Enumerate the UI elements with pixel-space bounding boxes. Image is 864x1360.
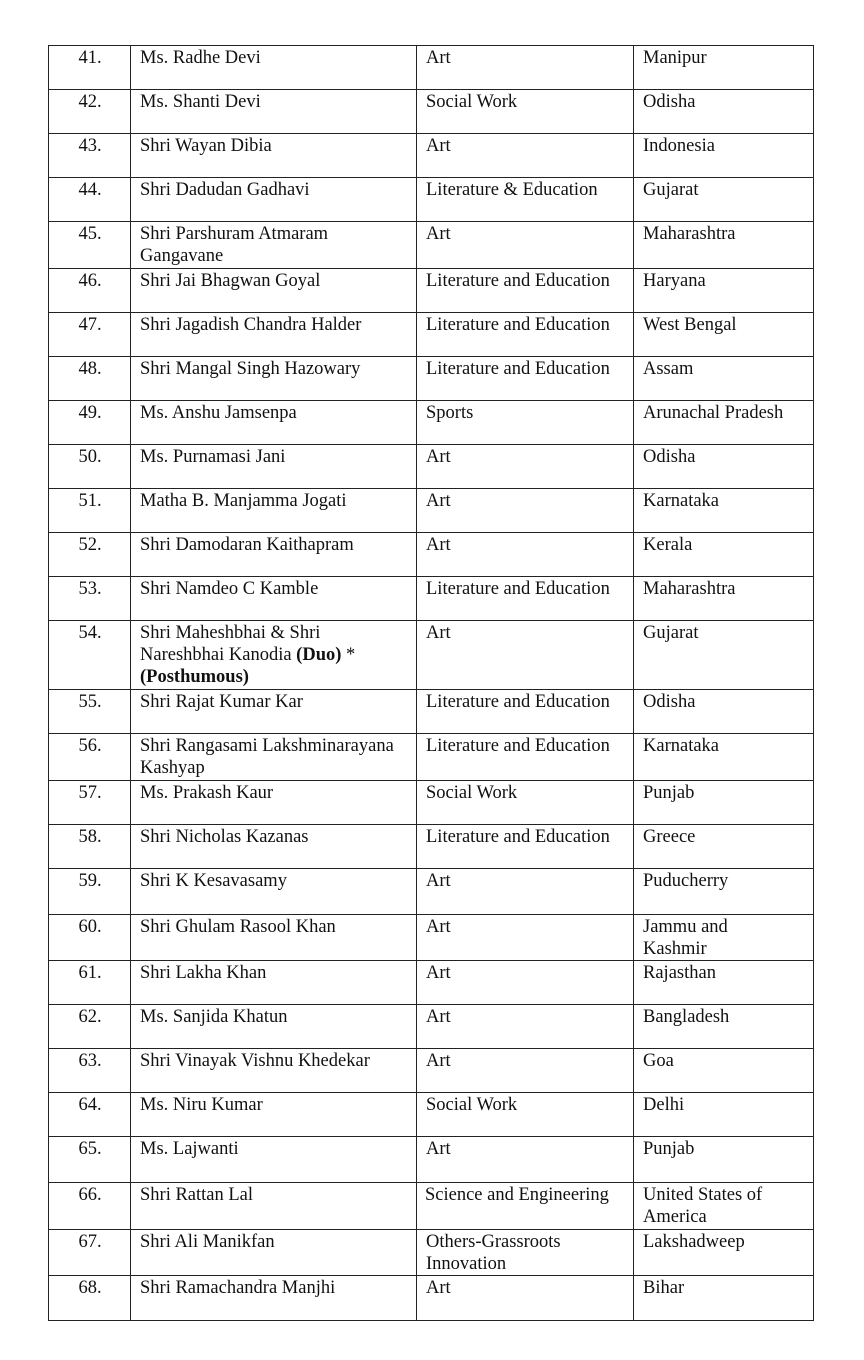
asterisk-mark: * — [341, 645, 356, 665]
field-of-work: Art — [417, 1137, 634, 1183]
serial-number: 49. — [49, 401, 131, 445]
field-of-work: Art — [417, 915, 634, 961]
serial-number: 59. — [49, 869, 131, 915]
awardee-name-text: Shri Maheshbhai & Shri Nareshbhai Kanodia — [140, 623, 321, 665]
state-or-country: Maharashtra — [634, 222, 814, 269]
awardee-name: Ms. Niru Kumar — [131, 1093, 417, 1137]
state-or-country: Jammu and Kashmir — [634, 915, 814, 961]
field-of-work: Literature and Education — [417, 269, 634, 313]
table-row — [49, 915, 814, 961]
field-of-work: Literature and Education — [417, 825, 634, 869]
awardee-name — [131, 621, 417, 690]
serial-number: 56. — [49, 734, 131, 781]
field-of-work: Art — [417, 869, 634, 915]
field-of-work: Art — [417, 621, 634, 690]
state-or-country: United States of America — [634, 1183, 814, 1230]
field-of-work: Art — [417, 961, 634, 1005]
serial-number: 47. — [49, 313, 131, 357]
awardee-name: Shri Rajat Kumar Kar — [131, 690, 417, 734]
field-of-work: Art — [417, 1276, 634, 1321]
field-of-work: Literature & Education — [417, 178, 634, 222]
table-row — [49, 781, 814, 825]
posthumous-label: (Posthumous) — [140, 667, 249, 687]
serial-number: 64. — [49, 1093, 131, 1137]
table-row — [49, 1093, 814, 1137]
serial-number: 48. — [49, 357, 131, 401]
state-or-country: Delhi — [634, 1093, 814, 1137]
serial-number: 41. — [49, 46, 131, 90]
field-of-work: Art — [417, 222, 634, 269]
serial-number: 46. — [49, 269, 131, 313]
awardee-name: Shri Vinayak Vishnu Khedekar — [131, 1049, 417, 1093]
table-row — [49, 621, 814, 690]
serial-number: 43. — [49, 134, 131, 178]
field-of-work: Art — [417, 46, 634, 90]
field-of-work: Social Work — [417, 781, 634, 825]
serial-number: 63. — [49, 1049, 131, 1093]
table-row — [49, 1230, 814, 1276]
table-row — [49, 90, 814, 134]
awardee-name: Shri Ali Manikfan — [131, 1230, 417, 1276]
awardee-name: Shri Rangasami Lakshminarayana Kashyap — [131, 734, 417, 781]
serial-number: 52. — [49, 533, 131, 577]
field-of-work: Art — [417, 1049, 634, 1093]
serial-number: 58. — [49, 825, 131, 869]
serial-number: 61. — [49, 961, 131, 1005]
table-row — [49, 401, 814, 445]
field-of-work: Literature and Education — [417, 734, 634, 781]
state-or-country: Karnataka — [634, 489, 814, 533]
awardee-name: Shri Rattan Lal — [131, 1183, 417, 1230]
awardee-name: Shri Jai Bhagwan Goyal — [131, 269, 417, 313]
table-row — [49, 869, 814, 915]
serial-number: 42. — [49, 90, 131, 134]
state-or-country: Haryana — [634, 269, 814, 313]
serial-number: 68. — [49, 1276, 131, 1321]
table-row — [49, 46, 814, 90]
serial-number: 67. — [49, 1230, 131, 1276]
table-row — [49, 533, 814, 577]
table-row — [49, 577, 814, 621]
serial-number: 50. — [49, 445, 131, 489]
field-of-work: Others-Grassroots Innovation — [417, 1230, 634, 1276]
awardee-name: Shri Lakha Khan — [131, 961, 417, 1005]
state-or-country: Lakshadweep — [634, 1230, 814, 1276]
field-of-work: Art — [417, 134, 634, 178]
awardee-name: Shri Damodaran Kaithapram — [131, 533, 417, 577]
awardee-name: Shri Namdeo C Kamble — [131, 577, 417, 621]
serial-number: 45. — [49, 222, 131, 269]
awardee-name: Shri Wayan Dibia — [131, 134, 417, 178]
state-or-country: West Bengal — [634, 313, 814, 357]
state-or-country: Odisha — [634, 690, 814, 734]
table-row — [49, 961, 814, 1005]
awardee-name: Shri K Kesavasamy — [131, 869, 417, 915]
field-of-work: Art — [417, 1005, 634, 1049]
table-row — [49, 178, 814, 222]
field-of-work: Science and Engineering — [417, 1183, 634, 1230]
table-row — [49, 690, 814, 734]
table-row — [49, 313, 814, 357]
awardee-name: Shri Parshuram Atmaram Gangavane — [131, 222, 417, 269]
serial-number: 62. — [49, 1005, 131, 1049]
field-of-work: Art — [417, 533, 634, 577]
state-or-country: Rajasthan — [634, 961, 814, 1005]
table-row — [49, 489, 814, 533]
table-row — [49, 825, 814, 869]
state-or-country: Assam — [634, 357, 814, 401]
awardee-name: Shri Dadudan Gadhavi — [131, 178, 417, 222]
state-or-country: Karnataka — [634, 734, 814, 781]
awardee-name: Shri Jagadish Chandra Halder — [131, 313, 417, 357]
awardee-name: Shri Mangal Singh Hazowary — [131, 357, 417, 401]
field-of-work: Social Work — [417, 1093, 634, 1137]
awardee-name: Ms. Lajwanti — [131, 1137, 417, 1183]
state-or-country: Greece — [634, 825, 814, 869]
serial-number: 51. — [49, 489, 131, 533]
table-row — [49, 1183, 814, 1230]
serial-number: 60. — [49, 915, 131, 961]
table-row — [49, 1276, 814, 1321]
awardee-name: Ms. Anshu Jamsenpa — [131, 401, 417, 445]
state-or-country: Odisha — [634, 445, 814, 489]
state-or-country: Bangladesh — [634, 1005, 814, 1049]
awardees-table — [48, 45, 814, 1321]
awardee-name: Shri Nicholas Kazanas — [131, 825, 417, 869]
state-or-country: Arunachal Pradesh — [634, 401, 814, 445]
state-or-country: Punjab — [634, 781, 814, 825]
field-of-work: Art — [417, 489, 634, 533]
field-of-work: Literature and Education — [417, 357, 634, 401]
awardee-name: Ms. Sanjida Khatun — [131, 1005, 417, 1049]
state-or-country: Maharashtra — [634, 577, 814, 621]
awardee-name: Ms. Shanti Devi — [131, 90, 417, 134]
serial-number: 53. — [49, 577, 131, 621]
table-row — [49, 1049, 814, 1093]
awardee-name: Shri Ghulam Rasool Khan — [131, 915, 417, 961]
state-or-country: Gujarat — [634, 621, 814, 690]
table-row — [49, 1005, 814, 1049]
duo-label: (Duo) — [296, 645, 342, 665]
table-row — [49, 357, 814, 401]
field-of-work: Sports — [417, 401, 634, 445]
state-or-country: Goa — [634, 1049, 814, 1093]
awardee-name: Ms. Prakash Kaur — [131, 781, 417, 825]
table-row — [49, 134, 814, 178]
awardee-name: Ms. Radhe Devi — [131, 46, 417, 90]
field-of-work: Literature and Education — [417, 577, 634, 621]
state-or-country: Gujarat — [634, 178, 814, 222]
serial-number: 65. — [49, 1137, 131, 1183]
state-or-country: Indonesia — [634, 134, 814, 178]
state-or-country: Punjab — [634, 1137, 814, 1183]
table-row — [49, 734, 814, 781]
awardee-name: Ms. Purnamasi Jani — [131, 445, 417, 489]
state-or-country: Puducherry — [634, 869, 814, 915]
awardee-name: Shri Ramachandra Manjhi — [131, 1276, 417, 1321]
serial-number: 54. — [49, 621, 131, 690]
field-of-work: Literature and Education — [417, 313, 634, 357]
table-row — [49, 222, 814, 269]
awardee-name: Matha B. Manjamma Jogati — [131, 489, 417, 533]
serial-number: 57. — [49, 781, 131, 825]
field-of-work: Art — [417, 445, 634, 489]
state-or-country: Odisha — [634, 90, 814, 134]
table-row — [49, 269, 814, 313]
field-of-work: Literature and Education — [417, 690, 634, 734]
table-row — [49, 1137, 814, 1183]
field-of-work: Social Work — [417, 90, 634, 134]
state-or-country: Manipur — [634, 46, 814, 90]
serial-number: 55. — [49, 690, 131, 734]
serial-number: 66. — [49, 1183, 131, 1230]
table-row — [49, 445, 814, 489]
state-or-country: Kerala — [634, 533, 814, 577]
serial-number: 44. — [49, 178, 131, 222]
state-or-country: Bihar — [634, 1276, 814, 1321]
